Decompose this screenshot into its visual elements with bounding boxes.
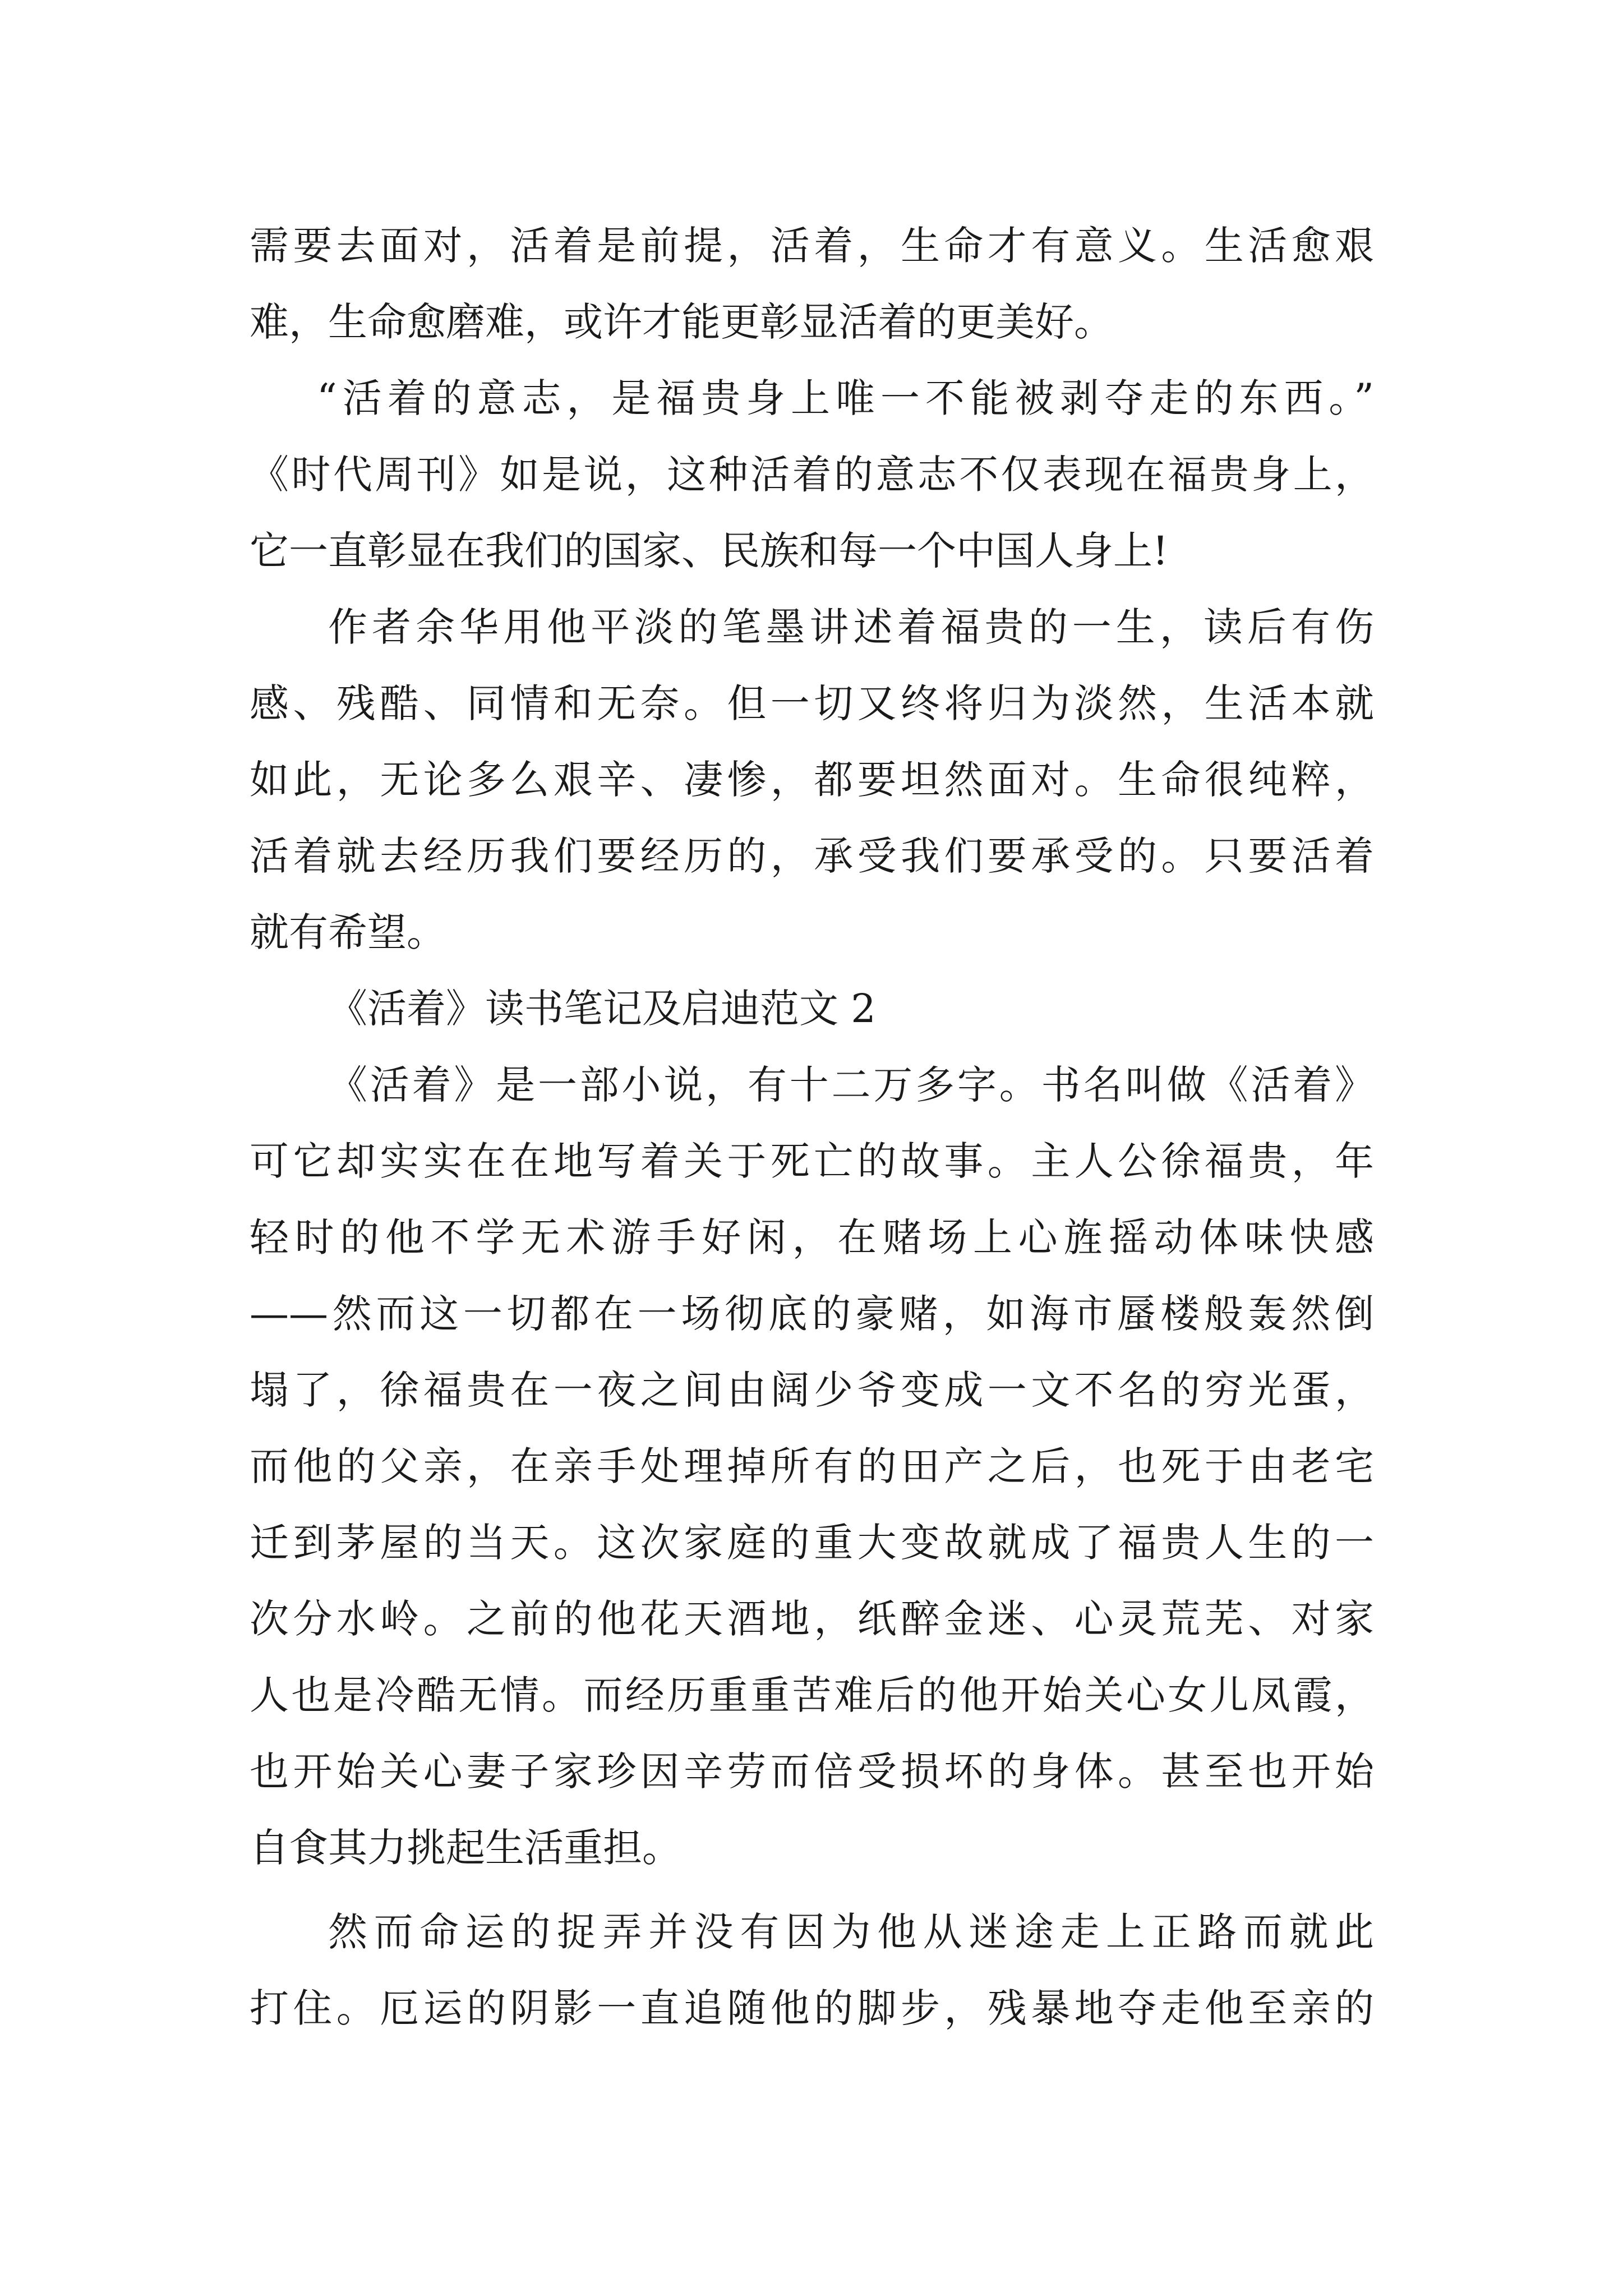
text-line: 自食其力挑起生活重担。 bbox=[250, 1825, 681, 1871]
text-line: 作者余华用他平淡的笔墨讲述着福贵的一生，读后有伤 bbox=[328, 604, 1374, 650]
text-line: 迁到茅屋的当天。这次家庭的重大变故就成了福贵人生的一 bbox=[250, 1520, 1374, 1566]
text-line: “活着的意志，是福贵身上唯一不能被剥夺走的东西。” bbox=[317, 375, 1374, 421]
text-line: ——然而这一切都在一场彻底的豪赌，如海市蜃楼般轰然倒 bbox=[250, 1291, 1374, 1337]
section-heading: 《活着》读书笔记及启迪范文 2 bbox=[328, 986, 876, 1032]
text-line: 感、残酷、同情和无奈。但一切又终将归为淡然，生活本就 bbox=[250, 680, 1374, 726]
text-line: 然而命运的捉弄并没有因为他从迷途走上正路而就此 bbox=[328, 1909, 1374, 1955]
text-line: 难，生命愈磨难，或许才能更彰显活着的更美好。 bbox=[250, 299, 1113, 345]
body-text bbox=[250, 208, 1374, 2046]
text-line: 而他的父亲，在亲手处理掉所有的田产之后，也死于由老宅 bbox=[250, 1443, 1374, 1489]
text-line: 需要去面对，活着是前提，活着，生命才有意义。生活愈艰 bbox=[250, 223, 1374, 269]
text-line: 就有希望。 bbox=[250, 909, 446, 955]
text-line: 也开始关心妻子家珍因辛劳而倍受损坏的身体。甚至也开始 bbox=[250, 1749, 1374, 1795]
text-line: 如此，无论多么艰辛、凄惨，都要坦然面对。生命很纯粹， bbox=[250, 757, 1374, 803]
text-line: 塌了，徐福贵在一夜之间由阔少爷变成一文不名的穷光蛋， bbox=[250, 1367, 1374, 1413]
text-line: 轻时的他不学无术游手好闲，在赌场上心旌摇动体味快感 bbox=[250, 1214, 1374, 1260]
text-line: 可它却实实在在地写着关于死亡的故事。主人公徐福贵，年 bbox=[250, 1138, 1374, 1184]
text-line: 它一直彰显在我们的国家、民族和每一个中国人身上! bbox=[250, 528, 1169, 574]
text-line: 人也是冷酷无情。而经历重重苦难后的他开始关心女儿凤霞， bbox=[250, 1672, 1374, 1718]
text-line: 活着就去经历我们要经历的，承受我们要承受的。只要活着 bbox=[250, 833, 1374, 879]
text-line: 《活着》是一部小说，有十二万多字。书名叫做《活着》 bbox=[328, 1062, 1374, 1108]
paragraph-gap bbox=[250, 1886, 1374, 1894]
text-line: 打住。厄运的阴影一直追随他的脚步，残暴地夺走他至亲的 bbox=[250, 1985, 1374, 2031]
text-line: 次分水岭。之前的他花天酒地，纸醉金迷、心灵荒芜、对家 bbox=[250, 1596, 1374, 1642]
text-line: 《时代周刊》如是说，这种活着的意志不仅表现在福贵身上， bbox=[250, 452, 1374, 498]
